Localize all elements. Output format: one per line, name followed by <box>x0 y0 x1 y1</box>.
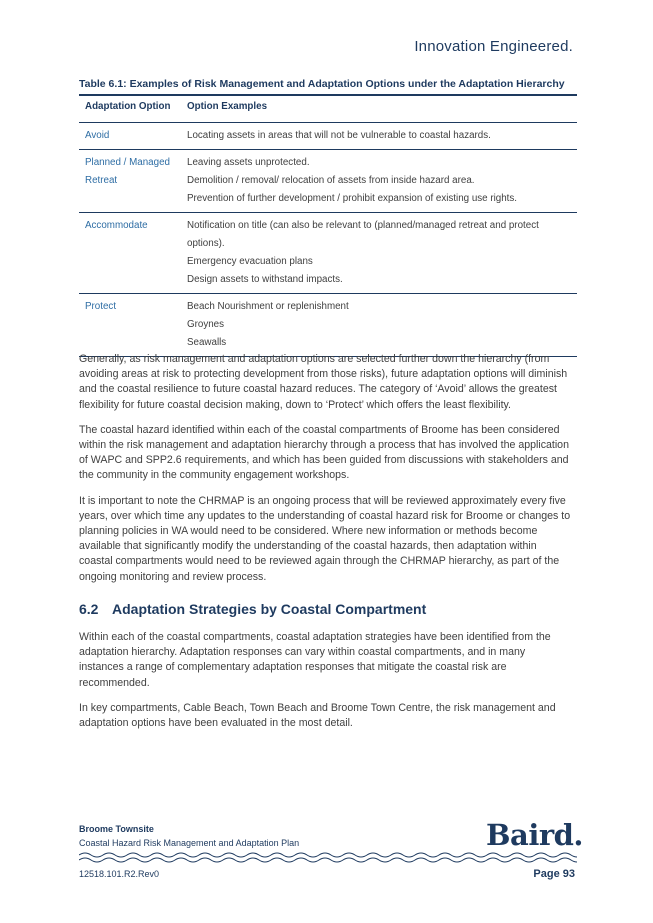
example-item: Leaving assets unprotected. <box>187 157 310 168</box>
wave-divider-icon <box>79 851 577 865</box>
paragraph: The coastal hazard identified within each of the coastal compartments of Broome has been considered within the risk management and adaptation hierarchy through a process that has involved the application of WAPC and SPP2.6 requirements, and which has been guided from discussions with stakeholders and the community in the community engagement workshops. <box>79 423 569 482</box>
section-body <box>79 630 571 741</box>
examples-cell <box>181 213 577 294</box>
example-item: Design assets to withstand impacts. <box>187 274 343 285</box>
baird-logo: Baird. <box>486 818 583 852</box>
footer-document: Coastal Hazard Risk Management and Adaptation Plan <box>79 838 300 848</box>
paragraph: Within each of the coastal compartments, coastal adaptation strategies have been identified from the adaptation hierarchy. Adaptation responses can vary within coastal compartments, and in many instances a range of complementary adaptation responses that mitigate the coastal risk are recommended. <box>79 631 551 689</box>
footer-project: Broome Townsite <box>79 824 154 834</box>
table-row <box>79 294 577 357</box>
example-item: Notification on title (can also be relevant to (planned/managed retreat and protect options). <box>187 220 539 249</box>
body-text <box>79 352 571 595</box>
column-header-option: Adaptation Option <box>79 97 181 123</box>
examples-cell <box>181 294 577 357</box>
example-item: Locating assets in areas that will not be vulnerable to coastal hazards. <box>187 130 491 141</box>
option-cell: Accommodate <box>79 213 181 294</box>
footer-doc-code: 12518.101.R2.Rev0 <box>79 869 160 879</box>
adaptation-options-table <box>79 97 577 357</box>
option-cell: Avoid <box>79 123 181 150</box>
column-header-examples: Option Examples <box>181 97 577 123</box>
page-number: Page 93 <box>533 868 575 880</box>
option-cell: Protect <box>79 294 181 357</box>
example-item: Demolition / removal/ relocation of assets from inside hazard area. <box>187 175 475 186</box>
table-row <box>79 150 577 213</box>
table-row <box>79 213 577 294</box>
table-row <box>79 123 577 150</box>
header-tagline: Innovation Engineered. <box>414 38 573 55</box>
examples-cell <box>181 150 577 213</box>
table-caption: Table 6.1: Examples of Risk Management and Adaptation Options under the Adaptation Hierarchy <box>79 78 577 96</box>
section-title: Adaptation Strategies by Coastal Compartment <box>112 601 427 617</box>
paragraph: Generally, as risk management and adaptation options are selected further down the hierarchy (from avoiding areas at risk to protecting development from those risks), future adaptation options will diminish and the coastal resilience to future coastal hazard reduces. The category of ‘Avoid’ allows the greatest flexibility for future coastal decision making, down to ‘Protect’ which offers the least flexibility. <box>79 353 568 411</box>
example-item: Groynes <box>187 319 225 330</box>
section-heading <box>79 601 426 617</box>
example-item: Emergency evacuation plans <box>187 256 313 267</box>
examples-cell <box>181 123 577 150</box>
example-item: Seawalls <box>187 337 227 348</box>
example-item: Prevention of further development / prohibit expansion of existing use rights. <box>187 193 518 204</box>
paragraph: In key compartments, Cable Beach, Town Beach and Broome Town Centre, the risk management and adaptation options have been evaluated in the most detail. <box>79 701 556 730</box>
paragraph: It is important to note the CHRMAP is an ongoing process that will be reviewed approximately every five years, over which time any updates to the understanding of coastal hazard risk for Broome or changes to planning policies in WA would need to be considered. Where new information or methods become available that significantly modify the understanding of the coastal hazards, then adaptation within coastal compartments would need to be reviewed again through the CHRMAP hierarchy, as part of the ongoing monitoring and review process. <box>79 494 571 583</box>
section-number: 6.2 <box>79 601 99 617</box>
option-cell: Planned / Managed Retreat <box>79 150 181 213</box>
example-item: Beach Nourishment or replenishment <box>187 301 349 312</box>
